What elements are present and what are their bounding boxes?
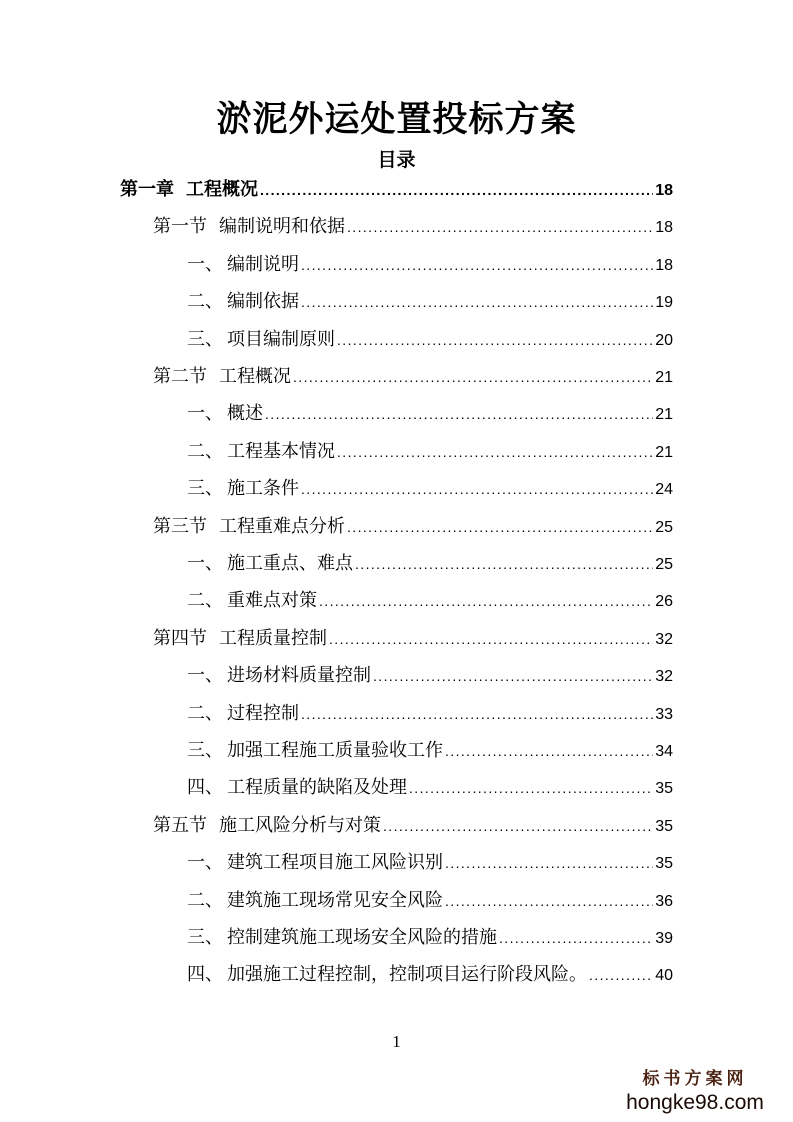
- toc-entry-label: [153, 624, 327, 654]
- toc-entry-page: 35: [655, 780, 673, 798]
- toc-dot-leader: [301, 699, 653, 729]
- toc-entry-page: 21: [655, 443, 673, 461]
- toc-entry-page: 35: [655, 817, 673, 835]
- site-watermark: [615, 1068, 775, 1116]
- toc-entry-title: 工程重难点分析: [219, 515, 345, 537]
- toc-entry-number: 二、: [187, 440, 223, 462]
- toc-entry-label: [153, 811, 381, 841]
- toc-entry[interactable]: [187, 699, 673, 729]
- toc-entry-label: [187, 399, 263, 429]
- toc-entry-title: 工程基本情况: [227, 440, 335, 462]
- toc-entry-number: 第三节: [153, 515, 207, 537]
- toc-dot-leader: [347, 512, 653, 542]
- toc-entry-page: 24: [655, 481, 673, 499]
- toc-entry[interactable]: [187, 848, 673, 878]
- toc-entry-page: 26: [655, 593, 673, 611]
- toc-entry[interactable]: [153, 811, 673, 841]
- toc-entry-number: 三、: [187, 478, 223, 500]
- toc-entry-title: 进场材料质量控制: [227, 665, 371, 687]
- watermark-url: hongke98.com: [626, 1091, 764, 1114]
- toc-entry-number: 一、: [187, 253, 223, 275]
- watermark-site-name: 标书方案网: [642, 1069, 748, 1089]
- toc-entry-page: 21: [655, 406, 673, 424]
- toc-heading: 目录: [377, 149, 416, 171]
- toc-entry[interactable]: [187, 923, 673, 953]
- toc-entry-title: 工程质量的缺陷及处理: [227, 777, 407, 799]
- toc-entry-number: 三、: [187, 740, 223, 761]
- toc-dot-leader: [445, 886, 653, 916]
- toc-dot-leader: [383, 811, 653, 841]
- toc-entry-title: 控制建筑施工现场安全风险的措施: [227, 927, 497, 948]
- toc-dot-leader: [301, 474, 653, 504]
- toc-entry-page: 36: [655, 892, 673, 910]
- toc-entry-title: 施工重点、难点: [227, 553, 353, 574]
- toc-entry-number: 三、: [187, 927, 223, 948]
- toc-entry[interactable]: [187, 773, 673, 803]
- toc-entry[interactable]: [187, 886, 673, 916]
- toc-entry-page: 21: [655, 369, 673, 386]
- toc-dot-leader: [445, 736, 653, 766]
- toc-entry-title: 编制依据: [227, 291, 299, 313]
- toc-entry-number: 二、: [187, 702, 223, 724]
- toc-entry-page: 18: [655, 219, 673, 237]
- toc-entry-label: [187, 848, 443, 878]
- toc-entry-label: [187, 586, 317, 616]
- toc-entry-label: [187, 736, 443, 766]
- toc-entry[interactable]: [187, 287, 673, 317]
- toc-dot-leader: [355, 549, 653, 579]
- toc-dot-leader: [409, 773, 653, 803]
- toc-dot-leader: [445, 848, 653, 878]
- toc-entry[interactable]: [187, 250, 673, 280]
- toc-dot-leader: [301, 250, 653, 280]
- toc-entry[interactable]: [187, 661, 673, 691]
- toc-entry[interactable]: [187, 474, 673, 504]
- toc-entry-page: 39: [655, 930, 673, 947]
- toc-entry-label: [187, 960, 587, 990]
- toc-entry-number: 一、: [187, 403, 223, 425]
- toc-entry-page: 18: [655, 256, 673, 274]
- toc-entry-number: 四、: [187, 777, 223, 799]
- toc-entry-number: 一、: [187, 665, 223, 687]
- toc-entry-number: 第一节: [153, 216, 207, 238]
- toc-entry-label: [153, 212, 345, 242]
- toc-entry-number: 一、: [187, 553, 223, 574]
- toc-entry-page: 19: [655, 294, 673, 312]
- toc-entry-page: 25: [655, 556, 673, 573]
- toc-entry-page: 32: [655, 668, 673, 686]
- toc-entry-page: 40: [655, 967, 673, 985]
- toc-entry-number: 二、: [187, 590, 223, 612]
- toc-entry[interactable]: [153, 624, 673, 654]
- toc-entry-page: 33: [655, 705, 673, 723]
- toc-entry-page: 35: [655, 855, 673, 873]
- toc-entry-page: 32: [655, 630, 673, 648]
- toc-dot-leader: [337, 437, 653, 467]
- toc-dot-leader: [329, 624, 653, 654]
- toc-entry-page: 18: [655, 182, 673, 199]
- toc-dot-leader: [319, 586, 653, 616]
- toc-entry-number: 第二节: [153, 366, 207, 387]
- toc-entry-label: [153, 362, 291, 392]
- toc-entry-label: [187, 250, 299, 280]
- toc-entry-label: [187, 474, 299, 504]
- toc-entry[interactable]: [153, 212, 673, 242]
- toc-entry-label: [187, 437, 335, 467]
- toc-entry[interactable]: [187, 960, 673, 990]
- toc-entry-title: 建筑施工现场常见安全风险: [227, 889, 443, 911]
- document-title: 淤泥外运处置投标方案: [216, 99, 577, 140]
- toc-dot-leader: [589, 960, 653, 990]
- toc-entry[interactable]: [153, 362, 673, 392]
- toc-dot-leader: [373, 661, 653, 691]
- toc-entry-title: 施工条件: [227, 478, 299, 500]
- toc-entry-title: 工程概况: [186, 179, 258, 200]
- toc-entry[interactable]: [187, 399, 673, 429]
- toc-dot-leader: [347, 212, 653, 242]
- toc-entry[interactable]: [187, 437, 673, 467]
- toc-dot-leader: [301, 287, 653, 317]
- toc-entry-number: 第四节: [153, 627, 207, 649]
- toc-entry-number: 四、: [187, 964, 223, 986]
- toc-entry-number: 三、: [187, 328, 223, 350]
- toc-dot-leader: [260, 175, 653, 205]
- toc-entry-label: [187, 773, 407, 803]
- toc-entry-title: 过程控制: [227, 702, 299, 724]
- toc-entry-title: 施工风险分析与对策: [219, 814, 381, 836]
- toc-entry-label: [187, 325, 335, 355]
- toc-entry-number: 一、: [187, 852, 223, 874]
- toc-entry-title: 建筑工程项目施工风险识别: [227, 852, 443, 874]
- toc-entry-number: 第五节: [153, 814, 207, 836]
- toc-entry-title: 加强工程施工质量验收工作: [227, 740, 443, 761]
- toc-entry-title: 项目编制原则: [227, 328, 335, 350]
- toc-entry-page: 34: [655, 743, 673, 760]
- toc-dot-leader: [337, 325, 653, 355]
- toc-entry-number: 二、: [187, 291, 223, 313]
- toc-entry-number: 第一章: [120, 179, 174, 200]
- toc-entry[interactable]: [187, 586, 673, 616]
- toc-entry-label: [187, 886, 443, 916]
- toc-entry-number: 二、: [187, 889, 223, 911]
- toc-entry-label: [187, 287, 299, 317]
- toc-entry[interactable]: [187, 325, 673, 355]
- toc-entry-label: [120, 175, 258, 205]
- toc-entry-label: [187, 661, 371, 691]
- toc-dot-leader: [265, 399, 653, 429]
- toc-entry-page: 25: [655, 518, 673, 536]
- toc-entry[interactable]: [187, 549, 673, 579]
- toc-entry-title: 加强施工过程控制，控制项目运行阶段风险。: [227, 964, 587, 986]
- toc-entry-title: 编制说明和依据: [219, 216, 345, 238]
- toc-dot-leader: [499, 923, 653, 953]
- toc-entry-title: 工程概况: [219, 366, 291, 387]
- toc-entry-title: 重难点对策: [227, 590, 317, 612]
- toc-dot-leader: [293, 362, 653, 392]
- toc-entry-label: [153, 512, 345, 542]
- toc-entry-title: 编制说明: [227, 253, 299, 275]
- toc-entry[interactable]: [120, 175, 673, 205]
- toc-entry-title: 工程质量控制: [219, 627, 327, 649]
- toc-entry-label: [187, 923, 497, 953]
- toc-entry-label: [187, 699, 299, 729]
- toc-entry-title: 概述: [227, 403, 263, 425]
- toc-entry-page: 20: [655, 331, 673, 349]
- page-number: 1: [392, 1032, 401, 1051]
- toc-entry[interactable]: [187, 736, 673, 766]
- toc-entry-label: [187, 549, 353, 579]
- toc-entry[interactable]: [153, 512, 673, 542]
